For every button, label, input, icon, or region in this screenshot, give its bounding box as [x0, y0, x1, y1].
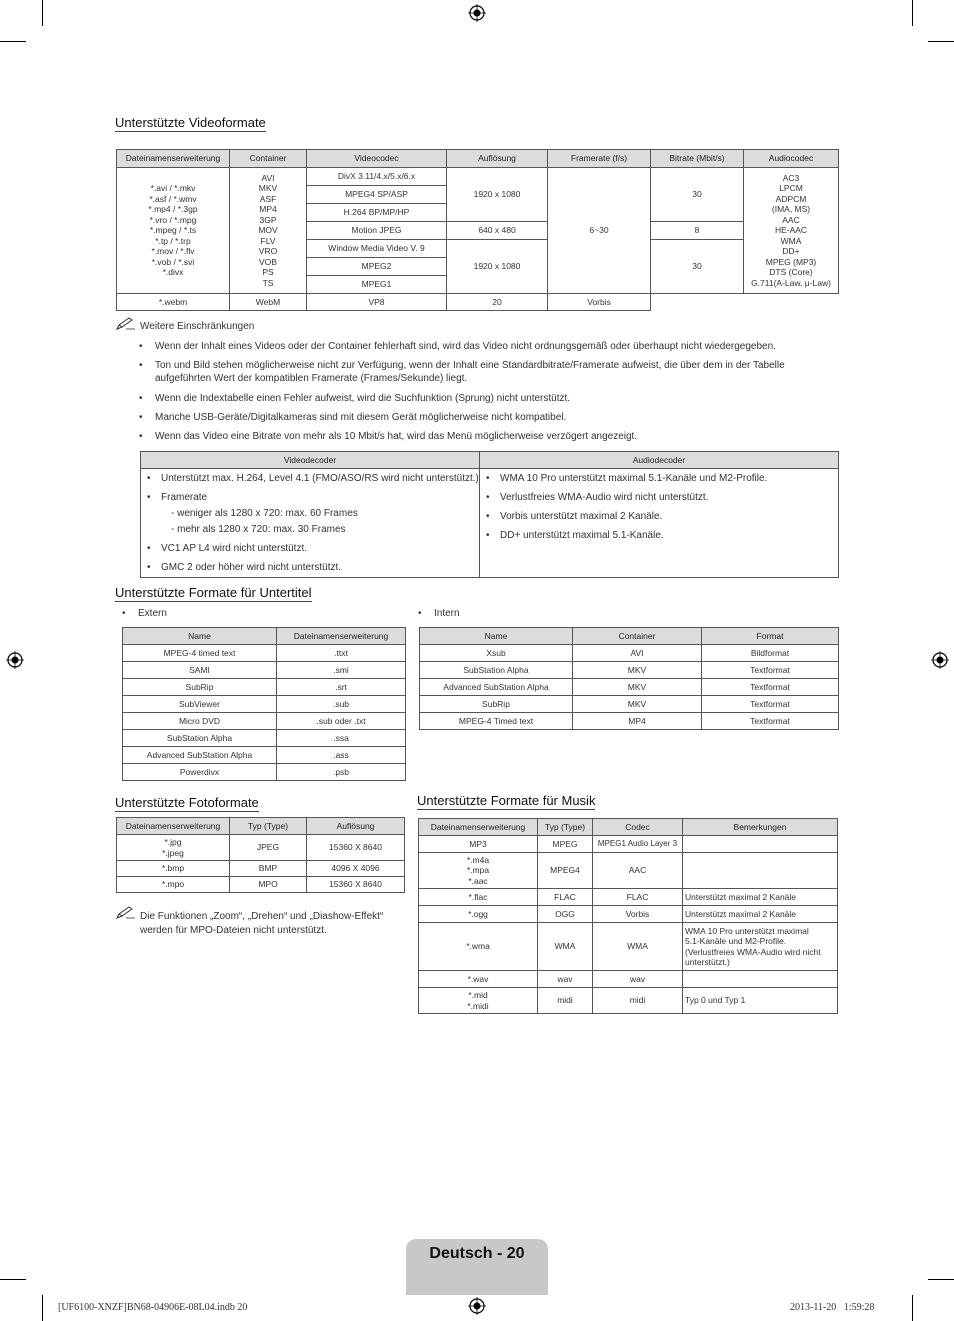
table-row: *.wav wav wav — [419, 971, 838, 988]
container-list-cell: AVI MKV ASF MP4 3GP MOV FLV VRO VOB PS TS — [230, 168, 307, 294]
col-header: Name — [420, 628, 573, 645]
table-row: Powerdivx .psb — [123, 764, 406, 781]
registration-mark-icon — [468, 1297, 486, 1315]
table-row: *.mpo MPO 15360 X 8640 — [117, 877, 405, 893]
music-formats-heading: Unterstützte Formate für Musik — [417, 793, 596, 808]
photo-formats-heading: Unterstützte Fotoformate — [115, 795, 259, 810]
intern-subtitle-table — [419, 627, 839, 730]
table-row: Micro DVD .sub oder .txt — [123, 713, 406, 730]
pencil-note-icon — [116, 906, 136, 920]
col-header: Framerate (f/s) — [548, 150, 651, 168]
list-item: • DD+ unterstützt maximal 5.1-Kanäle. — [486, 530, 664, 541]
resolution-cell: 640 x 480 — [447, 222, 548, 240]
col-header: Typ (Type) — [230, 818, 307, 835]
list-item: • WMA 10 Pro unterstützt maximal 5.1-Kanäle und M2-Profile. — [486, 473, 768, 484]
table-row: SubStation Alpha MKV Textformat — [420, 662, 839, 679]
codec-cell: Motion JPEG — [307, 222, 447, 240]
codec-cell: VP8 — [307, 294, 447, 311]
crop-mark — [928, 41, 954, 42]
codec-cell: H.264 BP/MP/HP — [307, 204, 447, 222]
codec-cell: MPEG2 — [307, 258, 447, 276]
table-row: MPEG-4 timed text .ttxt — [123, 645, 406, 662]
pencil-note-icon — [116, 317, 136, 331]
table-row: *.bmp BMP 4096 X 4096 — [117, 861, 405, 877]
audio-cell: Vorbis — [548, 294, 651, 311]
list-item: • Vorbis unterstützt maximal 2 Kanäle. — [486, 511, 663, 522]
crop-mark — [0, 41, 26, 42]
video-decoder-cell — [141, 469, 480, 578]
table-row: MP3 MPEG MPEG1 Audio Layer 3 — [419, 836, 838, 853]
registration-mark-icon — [6, 651, 24, 669]
table-row: *.flac FLAC FLAC Unterstützt maximal 2 Kanäle — [419, 889, 838, 906]
resolution-cell: 1920 x 1080 — [447, 168, 548, 222]
table-row: SubViewer .sub — [123, 696, 406, 713]
page-number: Deutsch - 20 — [429, 1245, 525, 1262]
col-header: Dateinamenserweiterung — [277, 628, 406, 645]
col-header: Audiocodec — [744, 150, 839, 168]
decoder-table — [140, 451, 839, 578]
bitrate-cell: 20 — [447, 294, 548, 311]
video-formats-heading: Unterstützte Videoformate — [115, 115, 266, 130]
codec-cell: Window Media Video V. 9 — [307, 240, 447, 258]
table-row: *.wma WMA WMA WMA 10 Pro unterstützt maximal 5.1-Kanäle und M2-Profile. (Verlustfreies WMA-Audio wird nicht unterstützt.) — [419, 923, 838, 971]
col-header: Bemerkungen — [683, 819, 838, 836]
col-header: Auflösung — [307, 818, 405, 835]
codec-cell: MPEG1 — [307, 276, 447, 294]
bitrate-cell: 30 — [651, 168, 744, 222]
crop-mark — [0, 1279, 26, 1280]
subtitle-formats-heading: Unterstützte Formate für Untertitel — [115, 585, 312, 600]
col-header: Bitrate (Mbit/s) — [651, 150, 744, 168]
extern-subtitle-table — [122, 627, 406, 781]
codec-cell: MPEG4 SP/ASP — [307, 186, 447, 204]
list-item: • Verlustfreies WMA-Audio wird nicht unterstützt. — [486, 492, 709, 503]
table-row: *.ogg OGG Vorbis Unterstützt maximal 2 Kanäle — [419, 906, 838, 923]
crop-mark — [928, 1279, 954, 1280]
table-row: SubRip .srt — [123, 679, 406, 696]
table-row: *.mid *.midi midi midi Typ 0 und Typ 1 — [419, 988, 838, 1014]
page-number-tab — [406, 1239, 548, 1295]
video-formats-table — [116, 149, 839, 311]
table-row: *.m4a *.mpa *.aac MPEG4 AAC — [419, 853, 838, 889]
container-cell: WebM — [230, 294, 307, 311]
col-header: Format — [702, 628, 839, 645]
registration-mark-icon — [931, 651, 949, 669]
photo-note: Die Funktionen „Zoom“, „Drehen“ und „Diashow-Effekt“ werden für MPO-Dateien nicht unterstützt. — [140, 911, 384, 936]
crop-mark — [912, 0, 913, 26]
restrictions-title: Weitere Einschränkungen — [140, 321, 255, 332]
col-header: Name — [123, 628, 277, 645]
col-header: Container — [230, 150, 307, 168]
crop-mark — [42, 0, 43, 26]
table-row: Advanced SubStation Alpha MKV Textformat — [420, 679, 839, 696]
col-header: Auflösung — [447, 150, 548, 168]
audio-list-cell: AC3 LPCM ADPCM (IMA, MS) AAC HE-AAC WMA DD+ MPEG (MP3) DTS (Core) G.711(A-Law, μ-Law) — [744, 168, 839, 294]
table-row: MPEG-4 Timed text MP4 Textformat — [420, 713, 839, 730]
resolution-cell: 1920 x 1080 — [447, 240, 548, 294]
list-subitem: - weniger als 1280 x 720: max. 60 Frames — [171, 508, 358, 519]
footer-timestamp: 2013-11-20 1:59:28 — [790, 1302, 875, 1313]
crop-mark — [912, 1295, 913, 1321]
list-item: • Framerate — [147, 492, 208, 503]
music-formats-table — [418, 818, 838, 1014]
col-header: Dateinamenserweiterung — [117, 818, 230, 835]
table-row: SAMI .smi — [123, 662, 406, 679]
registration-mark-icon — [468, 4, 486, 22]
crop-mark — [42, 1295, 43, 1321]
col-header: Dateinamenserweiterung — [419, 819, 538, 836]
col-header: Dateinamenserweiterung — [117, 150, 230, 168]
table-row: SubRip MKV Textformat — [420, 696, 839, 713]
col-header: Typ (Type) — [538, 819, 593, 836]
footer-file-info: [UF6100-XNZF]BN68-04906E-08L04.indb 20 — [58, 1302, 248, 1313]
list-item: • GMC 2 oder höher wird nicht unterstützt. — [147, 562, 342, 573]
photo-formats-table — [116, 817, 405, 893]
audio-decoder-cell — [480, 469, 839, 578]
ext-list-cell: *.avi / *.mkv *.asf / *.wmv *.mp4 / *.3gp *.vro / *.mpg *.mpeg / *.ts *.tp / *.trp *.mov / *.flv *.vob / *.svi *.divx — [117, 168, 230, 294]
list-subitem: - mehr als 1280 x 720: max. 30 Frames — [171, 524, 346, 535]
table-row: SubStation Alpha .ssa — [123, 730, 406, 747]
col-header: Container — [573, 628, 702, 645]
table-row: Advanced SubStation Alpha .ass — [123, 747, 406, 764]
list-item: • Unterstützt max. H.264, Level 4.1 (FMO/ASO/RS wird nicht unterstützt.) — [147, 473, 479, 484]
framerate-cell: 6~30 — [548, 168, 651, 294]
bitrate-cell: 8 — [651, 222, 744, 240]
audio-decoder-header: Audiodecoder — [480, 452, 839, 469]
list-item: • VC1 AP L4 wird nicht unterstützt. — [147, 543, 308, 554]
ext-cell: *.webm — [117, 294, 230, 311]
col-header: Videocodec — [307, 150, 447, 168]
codec-cell: DivX 3.11/4.x/5.x/6.x — [307, 168, 447, 186]
table-row: Xsub AVI Bildformat — [420, 645, 839, 662]
table-row: *.jpg *.jpeg JPEG 15360 X 8640 — [117, 835, 405, 861]
col-header: Codec — [593, 819, 683, 836]
video-decoder-header: Videodecoder — [141, 452, 480, 469]
bitrate-cell: 30 — [651, 240, 744, 294]
